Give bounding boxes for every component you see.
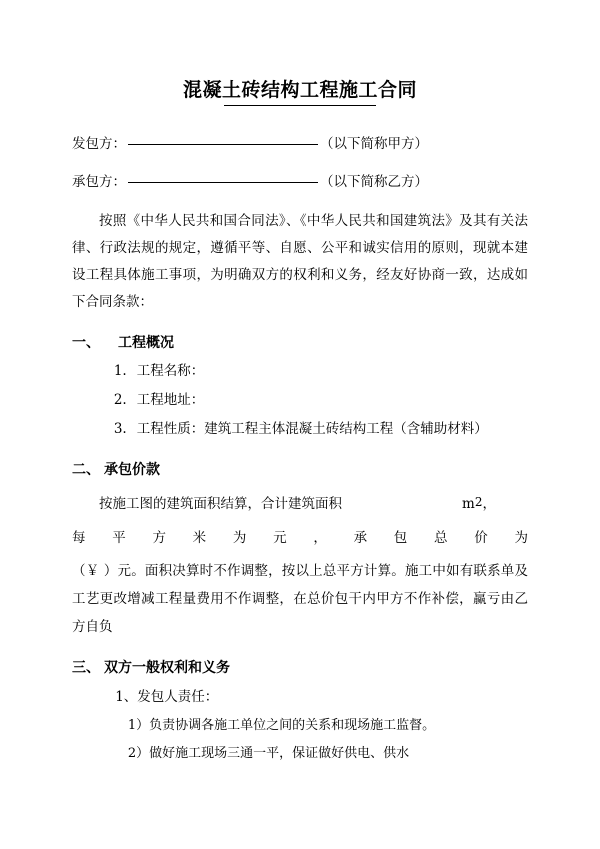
section-title: 承包价款	[104, 462, 160, 479]
sub-sub-list-item-index: 1）	[127, 718, 150, 734]
list-item-index: 2.	[113, 392, 127, 409]
fill-in-blank[interactable]	[128, 143, 318, 145]
sub-list-item-index: 1、	[115, 689, 138, 706]
section-number: 二、	[72, 462, 100, 479]
list-item-text: 工程地址：	[136, 392, 205, 409]
list-item-index: 1.	[113, 363, 127, 380]
sub-list-item	[72, 684, 528, 711]
section-heading-2	[72, 457, 528, 484]
price-line-total: （￥ ）元。面积决算时不作调整，按以上总平方计算。施工中如有联系单及工艺更改增减工程量费用不作调整，在总价包干内甲方不作补偿，赢亏由乙方自负	[72, 563, 528, 635]
sub-sub-list-item-text: 做好施工现场三通一平，保证做好供电、供水	[149, 746, 410, 762]
price-area-text: 按施工图的建筑面积结算，合计建筑面积	[99, 496, 342, 513]
price-area-comma: ，	[482, 496, 496, 513]
sub-sub-list-item	[72, 741, 528, 767]
section-heading-1	[72, 330, 528, 357]
area-unit-superscript: 2	[474, 495, 483, 510]
sub-sub-list-item	[72, 713, 528, 739]
sub-sub-list-item-index: 2）	[127, 746, 150, 762]
price-line-unit-price	[72, 525, 528, 553]
party-label: 承包方：	[72, 174, 126, 191]
section-number: 一、	[72, 334, 100, 351]
page-title-text: 混凝土砖结构工程施工合同	[182, 79, 417, 101]
preamble-paragraph: 按照《中华人民共和国合同法》、《中华人民共和国建筑法》及其有关法律、行政法规的规定，遵循平等、自愿、公平和诚实信用的原则，现就本建设工程具体施工事项，为明确双方的权利和义务，经友好协商一致，达成如下合同条款：	[72, 212, 528, 310]
fill-in-blank[interactable]	[128, 181, 318, 183]
list-item	[72, 416, 528, 443]
list-item-text: 工程性质：建筑工程主体混凝土砖结构工程（含辅助材料）	[136, 421, 488, 438]
list-item	[72, 387, 528, 414]
list-item	[72, 358, 528, 385]
sub-sub-list-item-text: 负责协调各施工单位之间的关系和现场施工监督。	[149, 718, 436, 734]
price-area-unit: m	[462, 496, 475, 513]
title-underline	[224, 105, 376, 106]
sub-list-item-text: 发包人责任：	[137, 689, 219, 706]
party-row-承包方	[72, 172, 528, 194]
section-title: 双方一般权利和义务	[104, 660, 230, 677]
party-label: 发包方：	[72, 135, 126, 152]
party-row-发包方	[72, 134, 528, 156]
section-heading-3	[72, 655, 528, 682]
party-suffix: （以下简称甲方）	[320, 135, 428, 152]
section-title: 工程概况	[118, 334, 174, 351]
list-item-index: 3.	[113, 421, 127, 438]
list-item-text: 工程名称：	[136, 363, 205, 380]
party-suffix: （以下简称乙方）	[320, 174, 428, 191]
page-title	[72, 78, 528, 106]
section-number: 三、	[72, 660, 100, 677]
price-line-area	[72, 490, 528, 519]
price-unit-text: 每 平 方 米 为 元 ， 承 包 总 价 为	[72, 529, 528, 546]
